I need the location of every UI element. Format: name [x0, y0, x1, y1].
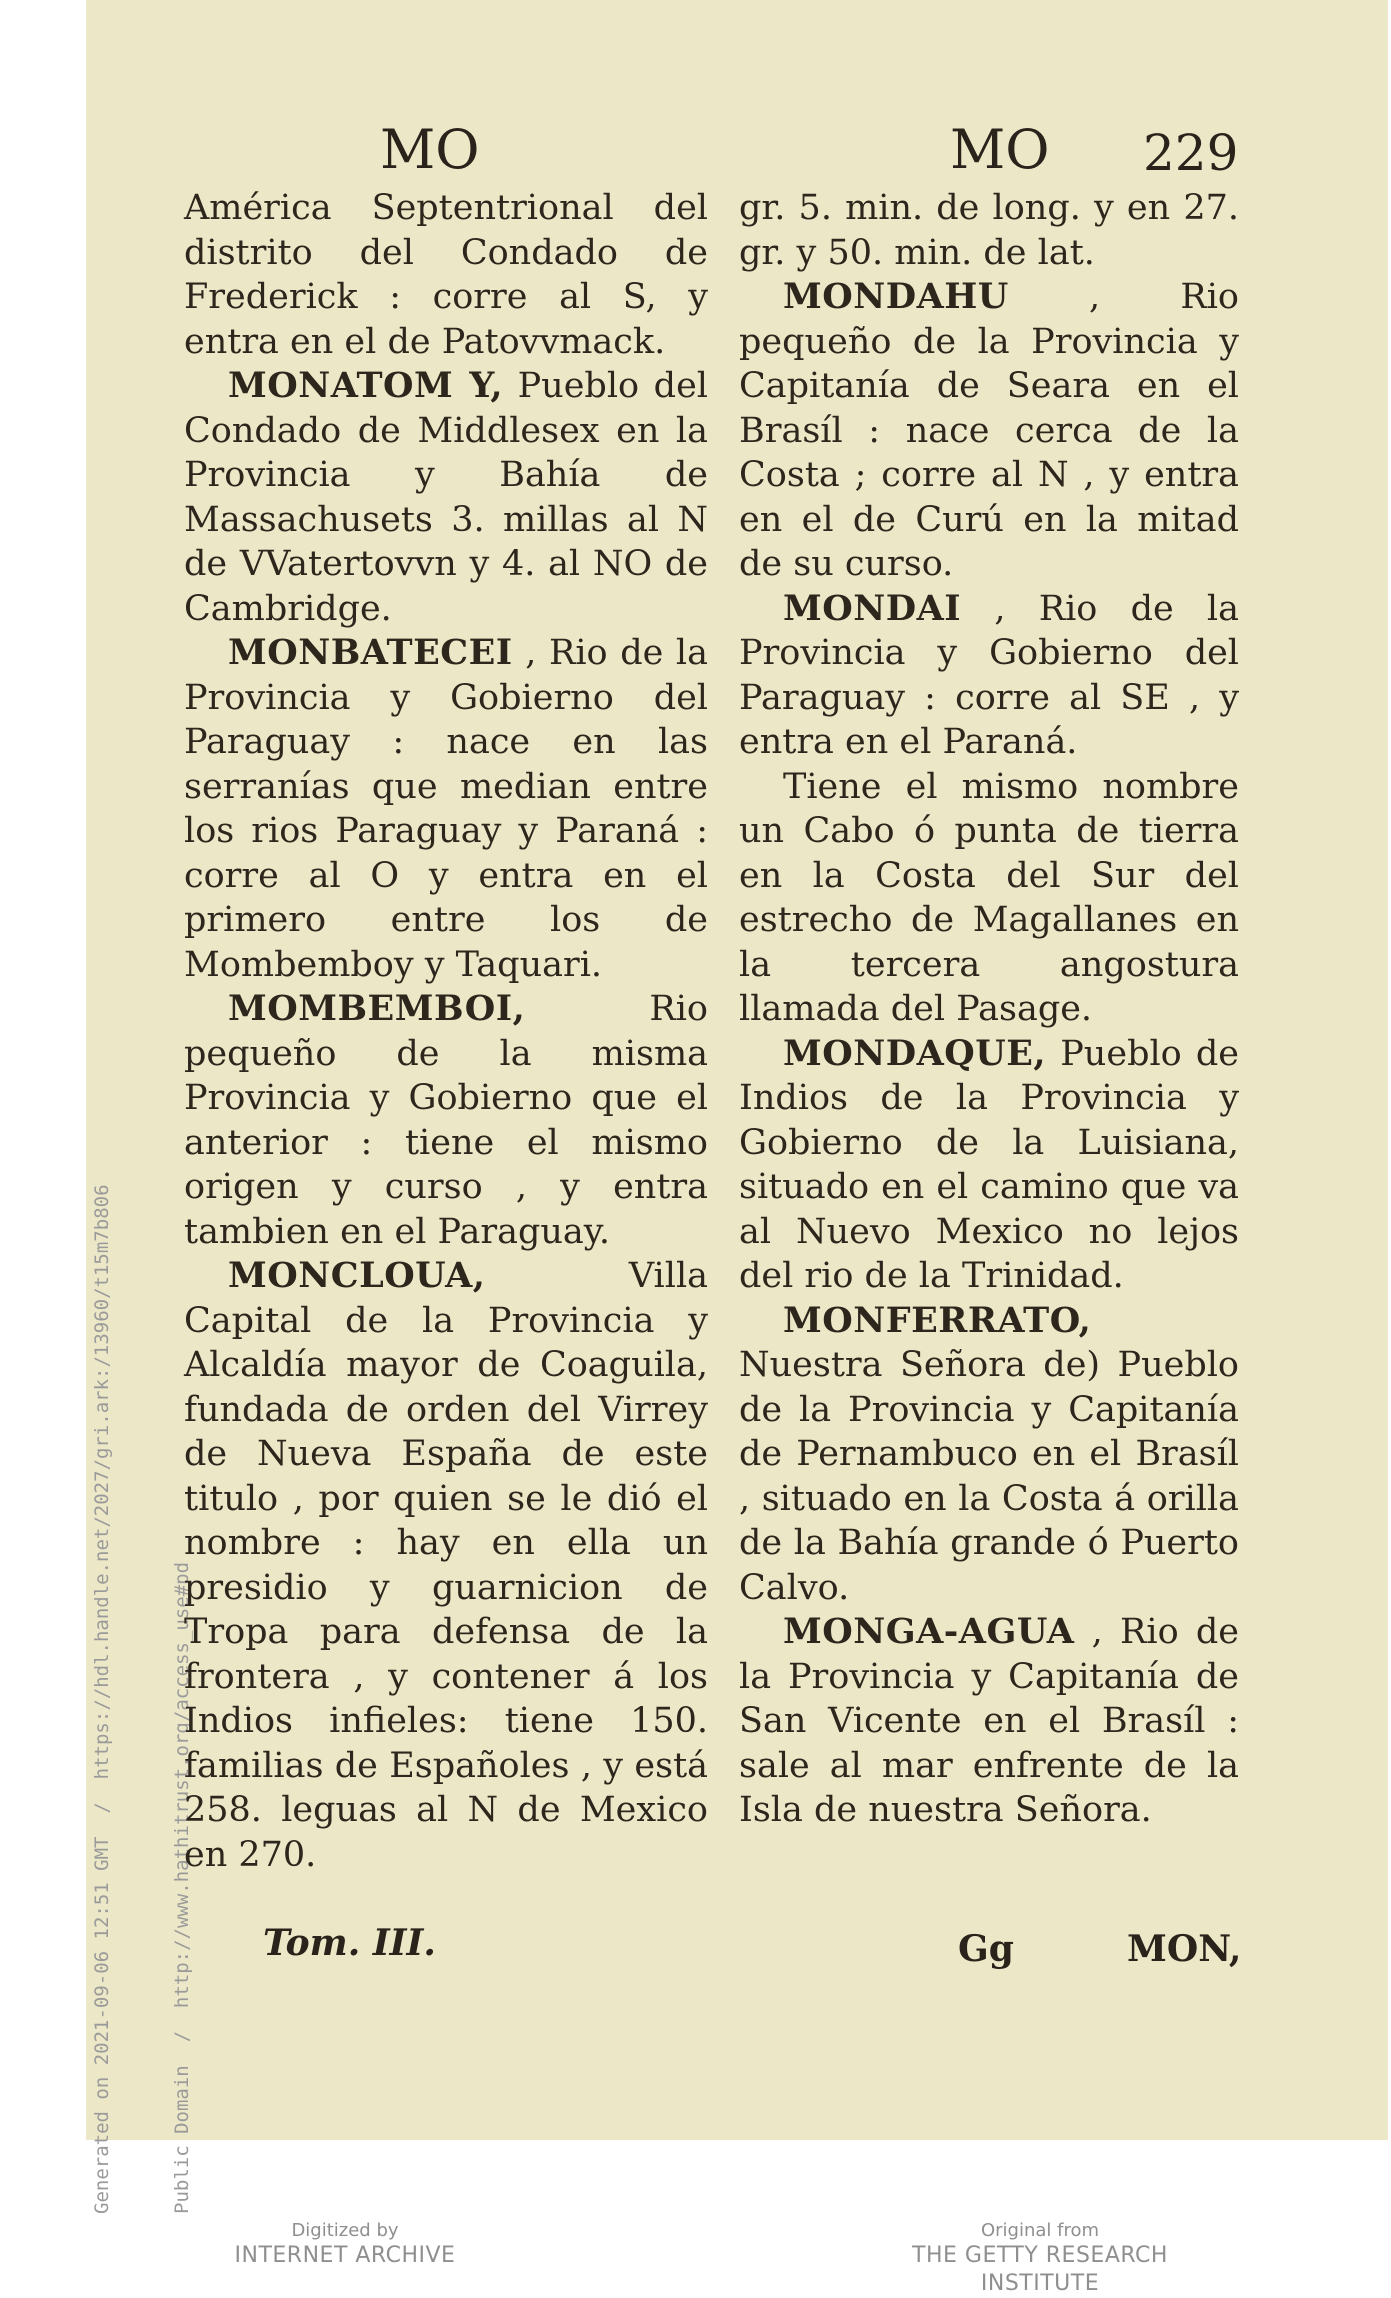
signature-mark: Gg: [958, 1928, 1014, 1970]
dictionary-entry: [739, 1299, 1239, 1611]
original-from-credit: [850, 2220, 1230, 2298]
continued-text: [739, 186, 1239, 275]
entry-text: Rio pequeño de la misma Provincia y Gobierno que el anterior : tiene el mismo origen y curso , y entra tambien en el Paraguay.: [184, 989, 708, 1252]
digitized-by-credit: [230, 2220, 460, 2270]
watermark-license-line: Public Domain / http://www.hathitrust.org/access_use#pd: [171, 1561, 193, 2214]
original-from-label: Original from: [980, 2220, 1100, 2241]
entry-headword: MONDAI: [783, 587, 962, 629]
volume-mark: Tom. III.: [263, 1922, 436, 1964]
hathitrust-watermark: [37, 14, 193, 2214]
left-column: [184, 186, 708, 1877]
dictionary-entry: [739, 765, 1239, 1032]
digitized-by-label: Digitized by: [291, 2220, 399, 2241]
dictionary-entry: [739, 1032, 1239, 1299]
entry-text: , Rio de la Provincia y Gobierno del Paraguay : corre al SE , y entra en el Paraná.: [739, 588, 1239, 762]
dictionary-entry: [739, 587, 1239, 765]
dictionary-entry: [739, 1610, 1239, 1833]
entry-text: , Rio de la Provincia y Capitanía de San Vicente en el Brasíl : sale al mar enfrente de la Isla de nuestra Señora.: [739, 1612, 1239, 1830]
right-column: [739, 186, 1239, 1833]
entry-headword: MONDAHU: [783, 276, 1009, 317]
entry-headword: MOMBEMBOI,: [228, 988, 526, 1029]
entry-text: Tiene el mismo nombre un Cabo ó punta de tierra en la Costa del Sur del estrecho de Magallanes en la tercera angostura llamada del Pasage.: [739, 766, 1239, 1029]
entry-text: Nuestra Señora de) Pueblo de la Provincia y Capitanía de Pernambuco en el Brasíl , situado en la Costa á orilla de la Bahía grande ó Puerto Calvo.: [739, 1345, 1239, 1608]
entry-text: gr. 5. min. de long. y en 27. gr. y 50. min. de lat.: [739, 188, 1239, 273]
running-head-left: MO: [380, 118, 480, 181]
entry-text: América Septentrional del distrito del Condado de Frederick : corre al S, y entra en el de Patovvmack.: [184, 188, 708, 362]
dictionary-entry: [184, 987, 708, 1254]
dictionary-entry: [184, 364, 708, 631]
entry-text: , Rio de la Provincia y Gobierno del Paraguay : nace en las serranías que median entre los rios Paraguay y Paraná : corre al O y entra en el primero entre los de Mombemboy y Taquari.: [184, 633, 708, 985]
getty-institute-label: THE GETTY RESEARCH INSTITUTE: [912, 2243, 1168, 2296]
internet-archive-label: INTERNET ARCHIVE: [234, 2243, 456, 2268]
entry-headword: MONATOM Y,: [228, 365, 504, 406]
running-head-right: MO: [950, 118, 1050, 181]
catchword: MON,: [1127, 1928, 1242, 1970]
entry-headword: MONFERRATO,: [783, 1299, 1092, 1341]
continued-text: [184, 186, 708, 364]
entry-text: Pueblo del Condado de Middlesex en la Provincia y Bahía de Massachusets 3. millas al N de VVatertovvn y 4. al NO de Cambridge.: [184, 366, 708, 629]
entry-headword: MONBATECEI: [228, 632, 513, 673]
entry-text: Villa Capital de la Provincia y Alcaldía mayor de Coaguila, fundada de orden del Virrey de Nueva España de este titulo , por quien se le dió el nombre : hay en ella un presidio y guarnicion de Tropa para defensa de la frontera , y contener á los Indios infieles: tiene 150. familias de Españoles , y está 258. leguas al N de Mexico en 270.: [184, 1256, 708, 1875]
page-number: 229: [1143, 124, 1239, 182]
dictionary-entry: [739, 275, 1239, 587]
entry-text: , Rio pequeño de la Provincia y Capitanía de Seara en el Brasíl : nace cerca de la Costa ; corre al N , y entra en el de Curú en la mitad de su curso.: [739, 277, 1239, 584]
entry-headword: MONCLOUA,: [228, 1255, 486, 1296]
entry-headword: MONGA-AGUA: [783, 1611, 1075, 1652]
dictionary-entry: [184, 1254, 708, 1877]
entry-text: Pueblo de Indios de la Provincia y Gobierno de la Luisiana, situado en el camino que va al Nuevo Mexico no lejos del rio de la Trinidad.: [739, 1033, 1239, 1296]
entry-headword: MONDAQUE,: [783, 1032, 1047, 1074]
watermark-generated-line: Generated on 2021-09-06 12:51 GMT / https://hdl.handle.net/2027/gri.ark:/13960/t15m7b806: [91, 1184, 113, 2214]
dictionary-entry: [184, 631, 708, 987]
